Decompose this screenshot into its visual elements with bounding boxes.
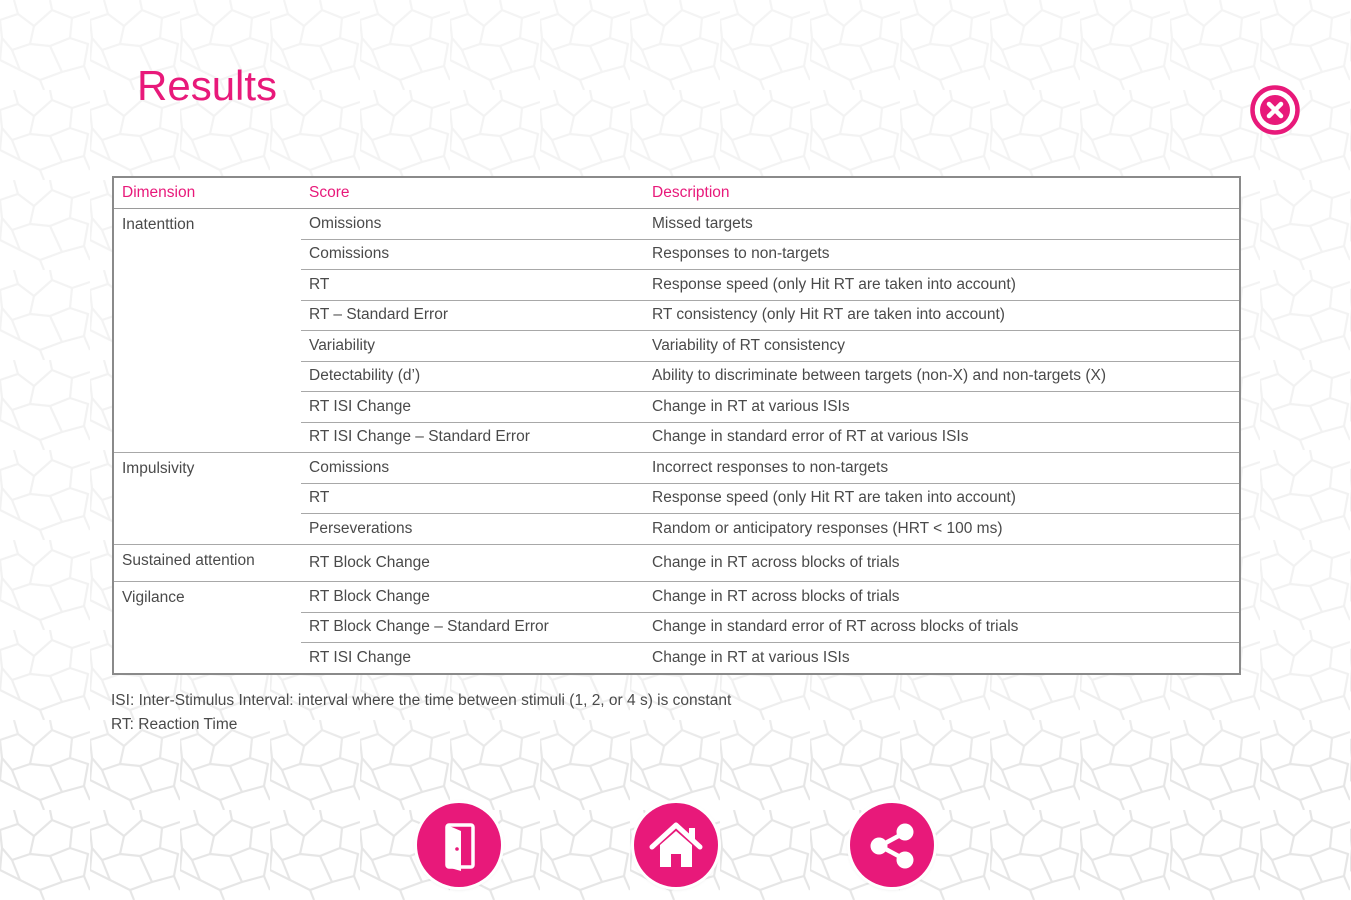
description-cell: Ability to discriminate between targets (non-X) and non-targets (X) xyxy=(644,361,1240,392)
description-cell: Random or anticipatory responses (HRT < 100 ms) xyxy=(644,514,1240,545)
close-button[interactable] xyxy=(1249,84,1301,136)
score-cell: RT Block Change – Standard Error xyxy=(301,612,644,643)
table-row xyxy=(113,582,1240,613)
description-cell: Change in RT at various ISIs xyxy=(652,648,850,666)
score-cell: RT – Standard Error xyxy=(301,300,644,331)
home-button[interactable] xyxy=(634,803,718,887)
table-row xyxy=(113,209,1240,240)
description-cell: Incorrect responses to non-targets xyxy=(644,453,1240,484)
home-icon xyxy=(634,803,718,887)
dimension-cell: Impulsivity xyxy=(113,453,301,545)
exit-button[interactable] xyxy=(417,803,501,887)
score-cell: Detectability (d’) xyxy=(301,361,644,392)
page-title: Results xyxy=(137,62,278,109)
results-table xyxy=(112,176,1241,675)
score-cell: Comissions xyxy=(301,239,644,270)
description-cell: RT consistency (only Hit RT are taken into account) xyxy=(644,300,1240,331)
share-button[interactable] xyxy=(850,803,934,887)
exit-door-icon xyxy=(417,803,501,887)
score-cell: RT Block Change xyxy=(301,582,644,613)
score-cell: RT ISI Change xyxy=(301,392,644,423)
score-cell: Variability xyxy=(301,331,644,362)
score-cell: RT ISI Change – Standard Error xyxy=(301,422,644,453)
table-body xyxy=(113,209,1240,674)
description-cell: Response speed (only Hit RT are taken into account) xyxy=(644,270,1240,301)
score-cell: RT Block Change xyxy=(301,544,644,582)
footnotes xyxy=(111,689,731,737)
description-cell: Variability of RT consistency xyxy=(644,331,1240,362)
description-cell: Change in standard error of RT across blocks of trials xyxy=(644,612,1240,643)
close-circle-icon xyxy=(1249,84,1301,136)
score-cell: RT xyxy=(301,483,644,514)
description-cell: Missed targets xyxy=(644,209,1240,240)
table-row xyxy=(113,544,1240,582)
share-icon xyxy=(850,803,934,887)
dimension-cell: Sustained attention xyxy=(113,544,301,582)
score-cell: Omissions xyxy=(301,209,644,240)
dimension-cell: Inatenttion xyxy=(113,209,301,453)
description-cell: Change in RT at various ISIs xyxy=(644,392,1240,423)
footnote-rt: RT: Reaction Time xyxy=(111,716,238,733)
footnote-isi: ISI: Inter-Stimulus Interval: interval where the time between stimuli (1, 2, or 4 s) is constant xyxy=(111,692,732,709)
score-cell: RT xyxy=(301,270,644,301)
score-cell: RT ISI Change xyxy=(309,648,411,666)
description-cell: Response speed (only Hit RT are taken into account) xyxy=(644,483,1240,514)
header-score: Score xyxy=(301,177,644,209)
table-row xyxy=(113,453,1240,484)
table-header-row xyxy=(113,177,1240,209)
description-cell: Change in RT across blocks of trials xyxy=(644,582,1240,613)
score-cell: Perseverations xyxy=(301,514,644,545)
header-description: Description xyxy=(644,177,1240,209)
description-cell: Change in RT across blocks of trials xyxy=(644,544,1240,582)
header-dimension: Dimension xyxy=(113,177,301,209)
description-cell: Responses to non-targets xyxy=(644,239,1240,270)
score-cell: Comissions xyxy=(301,453,644,484)
description-cell: Change in standard error of RT at various ISIs xyxy=(644,422,1240,453)
dimension-cell: Vigilance xyxy=(113,582,301,674)
